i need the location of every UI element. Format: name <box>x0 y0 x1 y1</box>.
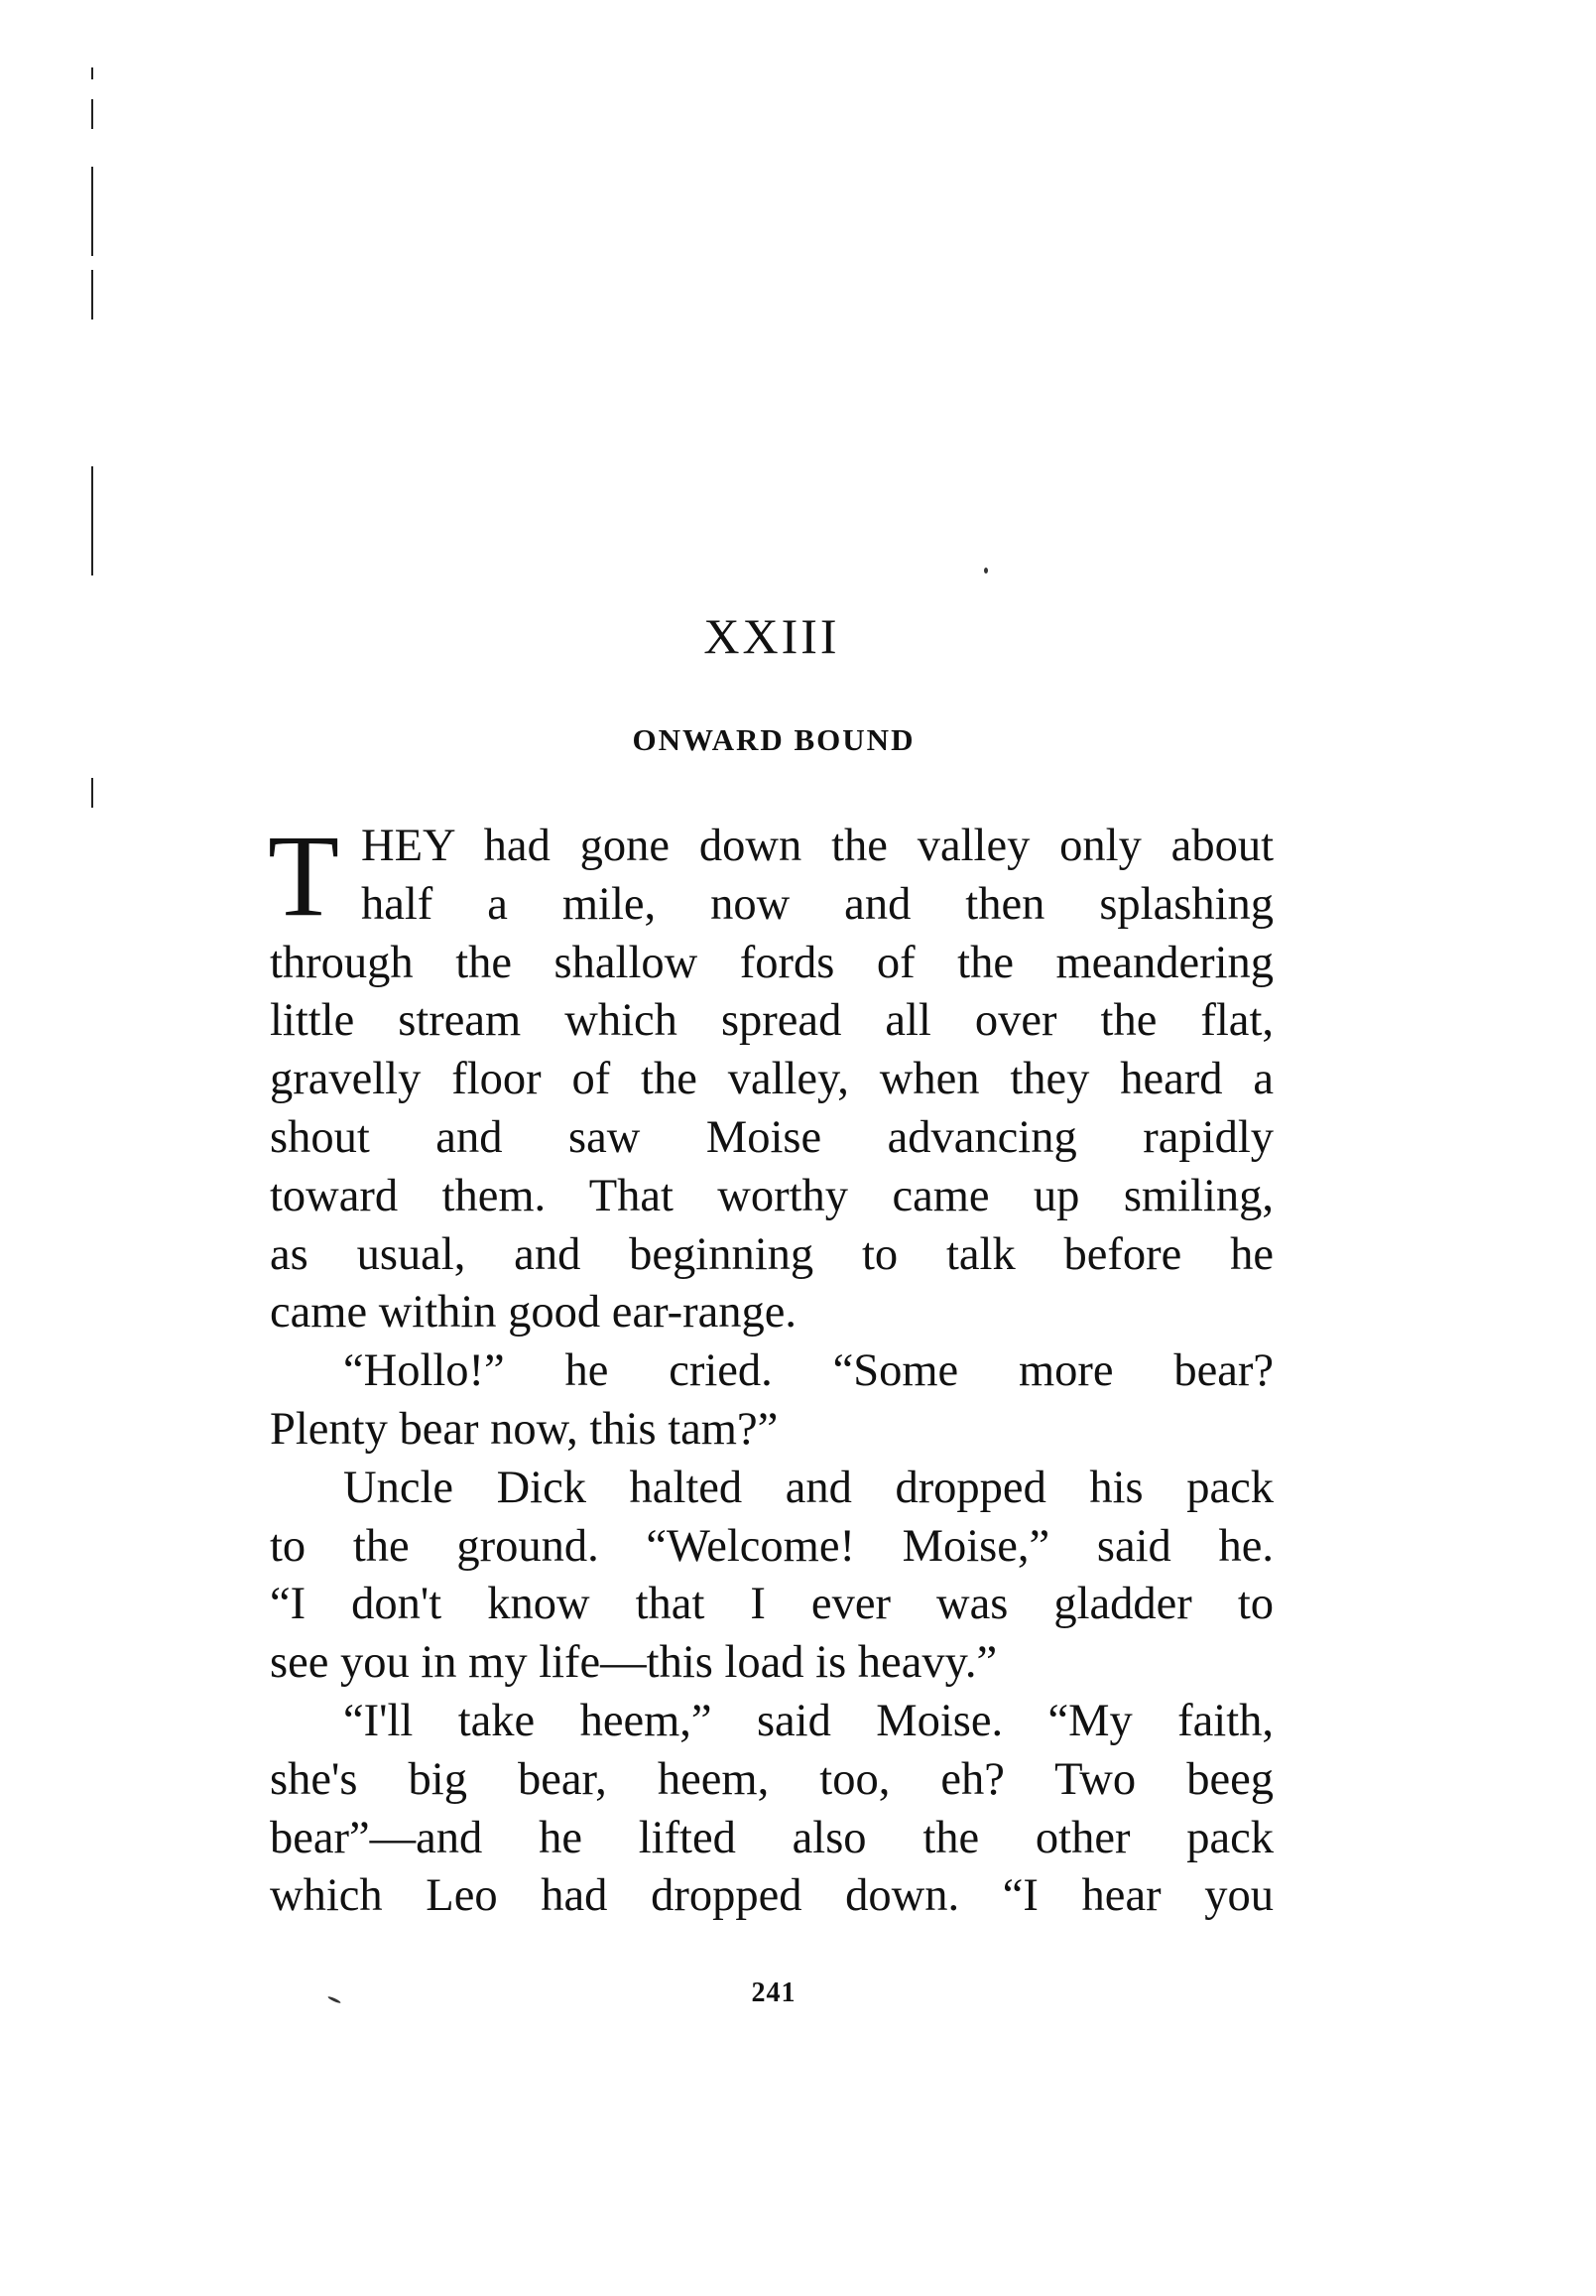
text-line: Uncle Dick halted and dropped his pack <box>343 1462 1274 1513</box>
text-line: shout and saw Moise advancing rapidly <box>270 1111 1274 1163</box>
text-line: “I don't know that I ever was gladder to <box>270 1579 1274 1630</box>
text-line: little stream which spread all over the flat, <box>270 995 1274 1047</box>
scan-mark <box>91 67 93 79</box>
drop-cap: T <box>268 811 340 941</box>
body-text <box>268 811 1274 1926</box>
text-line: bear”—and he lifted also the other pack <box>270 1812 1274 1863</box>
page-number: 241 <box>751 1977 797 2008</box>
chapter-number: XXIII <box>703 608 840 664</box>
text-line: came within good ear-range. <box>270 1287 798 1339</box>
text-line: gravelly floor of the valley, when they heard a <box>270 1054 1274 1105</box>
speck <box>327 1995 341 2004</box>
text-line: to the ground. “Welcome! Moise,” said he. <box>270 1520 1274 1572</box>
chapter-title: ONWARD BOUND <box>632 722 916 757</box>
scan-mark <box>91 167 93 256</box>
text-line: see you in my life—this load is heavy.” <box>270 1637 998 1689</box>
text-line: Plenty bear now, this tam?” <box>270 1403 779 1455</box>
speck <box>984 568 988 574</box>
text-line: she's big bear, heem, too, eh? Two beeg <box>270 1753 1274 1805</box>
scan-mark <box>91 466 93 575</box>
text-line: HEY had gone down the valley only about <box>361 821 1274 871</box>
scan-mark <box>91 99 93 129</box>
text-line: toward them. That worthy came up smiling, <box>270 1170 1274 1221</box>
text-line: through the shallow fords of the meandering <box>270 937 1274 988</box>
text-line: as usual, and beginning to talk before he <box>270 1228 1274 1280</box>
scan-mark <box>91 778 93 808</box>
scan-mark <box>91 270 93 319</box>
text-line: “Hollo!” he cried. “Some more bear? <box>343 1345 1274 1397</box>
text-line: half a mile, now and then splashing <box>361 878 1274 930</box>
text-line: “I'll take heem,” said Moise. “My faith, <box>343 1695 1274 1746</box>
text-line: which Leo had dropped down. “I hear you <box>270 1870 1274 1922</box>
